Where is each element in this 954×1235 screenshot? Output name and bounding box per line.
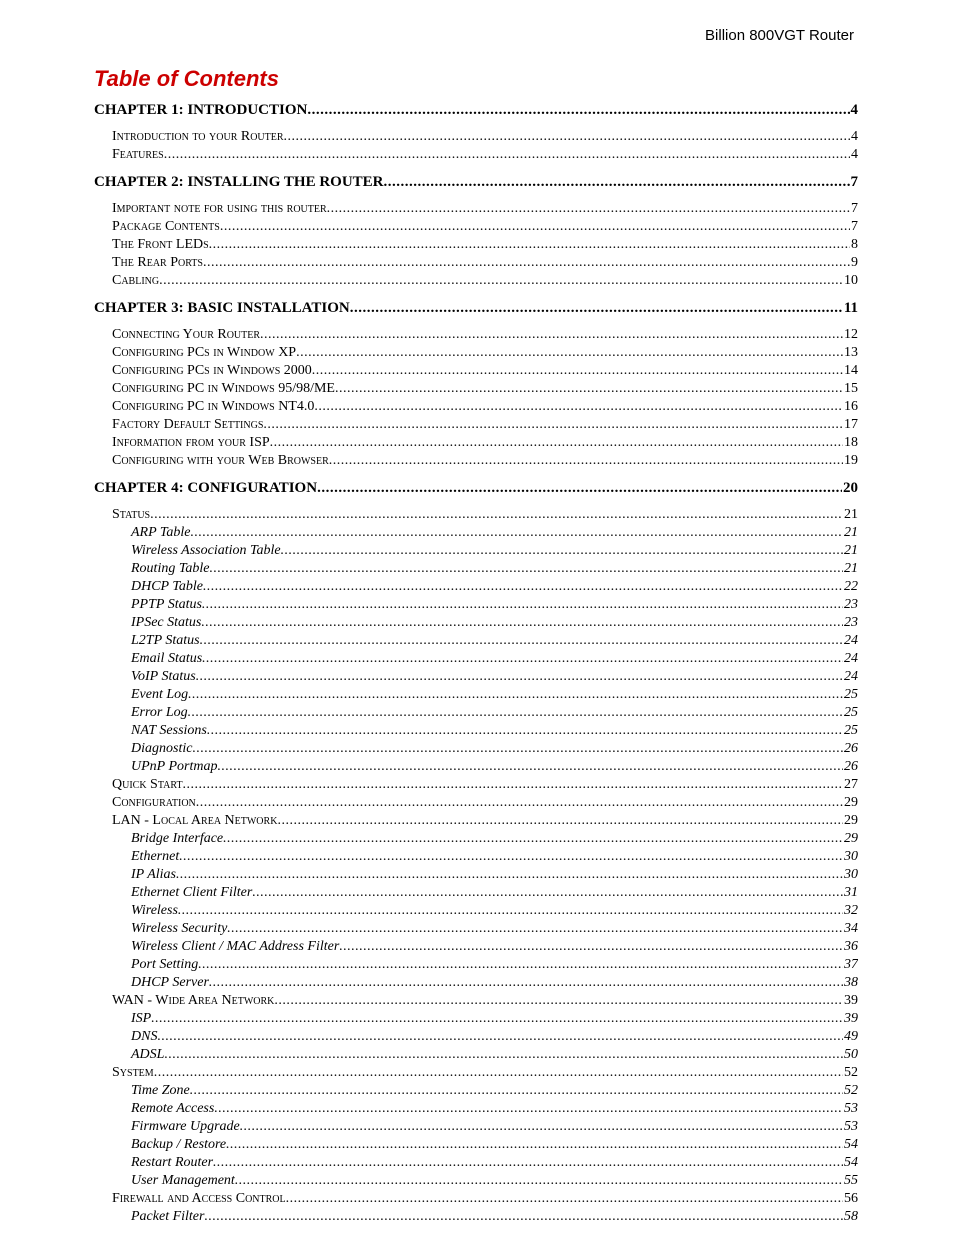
toc-entry-title: System <box>112 1065 154 1080</box>
toc-section-entry[interactable] <box>94 236 858 254</box>
toc-entry-title: CHAPTER 4: CONFIGURATION <box>94 480 318 496</box>
dot-leader <box>209 560 843 578</box>
toc-chapter-entry[interactable] <box>94 479 858 497</box>
toc-page-number: 21 <box>844 525 858 540</box>
dot-leader <box>157 1028 843 1046</box>
dot-leader <box>202 650 843 668</box>
toc-page-number: 25 <box>844 723 858 738</box>
toc-page-number: 9 <box>851 255 858 270</box>
dot-leader <box>274 992 843 1010</box>
toc-page-number: 21 <box>844 507 858 522</box>
dot-leader <box>150 506 843 524</box>
toc-page-number: 21 <box>844 561 858 576</box>
toc-page-number: 50 <box>844 1047 858 1062</box>
toc-page-number: 29 <box>844 795 858 810</box>
toc-page-number: 25 <box>844 705 858 720</box>
toc-entry-title: IPSec Status <box>131 615 202 630</box>
toc-entry-title: Email Status <box>131 651 203 666</box>
dot-leader <box>223 830 843 848</box>
toc-entry-title: IP Alias <box>131 867 176 882</box>
toc-entry-title: Introduction to your Router <box>112 129 284 144</box>
toc-page-number: 16 <box>844 399 858 414</box>
toc-entry-title: Wireless Association Table <box>131 543 281 558</box>
dot-leader <box>307 101 849 119</box>
toc-page-number: 30 <box>844 849 858 864</box>
toc-entry-title: User Management <box>131 1173 235 1188</box>
toc-page-number: 26 <box>844 741 858 756</box>
toc-page-number: 30 <box>844 867 858 882</box>
toc-entry-title: ISP <box>131 1011 152 1026</box>
toc-page-number: 54 <box>844 1155 858 1170</box>
toc-subsection-entry[interactable] <box>94 938 858 956</box>
toc-page-number: 37 <box>844 957 858 972</box>
toc-page-number: 53 <box>844 1119 858 1134</box>
toc-page-number: 29 <box>844 831 858 846</box>
dot-leader <box>286 1190 843 1208</box>
toc-section-entry[interactable] <box>94 146 858 164</box>
dot-leader <box>209 974 843 992</box>
toc-section-entry[interactable] <box>94 362 858 380</box>
toc-subsection-entry[interactable] <box>94 956 858 974</box>
toc-entry-title: Error Log <box>131 705 188 720</box>
dot-leader <box>350 299 843 317</box>
dot-leader <box>339 938 843 956</box>
dot-leader <box>188 704 843 722</box>
toc-entry-title: Configuring PC in Windows NT4.0 <box>112 399 315 414</box>
toc-entry-title: Wireless Security <box>131 921 228 936</box>
toc-entry-title: DNS <box>131 1029 158 1044</box>
dot-leader <box>164 146 850 164</box>
toc-subsection-entry[interactable] <box>94 1082 858 1100</box>
toc-entry-title: DHCP Server <box>131 975 209 990</box>
toc-section-entry[interactable] <box>94 506 858 524</box>
dot-leader <box>159 272 843 290</box>
toc-chapter-entry[interactable] <box>94 173 858 191</box>
toc-subsection-entry[interactable] <box>94 848 858 866</box>
toc-section-entry[interactable] <box>94 398 858 416</box>
toc-subsection-entry[interactable] <box>94 722 858 740</box>
dot-leader <box>200 632 843 650</box>
toc-entry-title: Cabling <box>112 273 160 288</box>
toc-subsection-entry[interactable] <box>94 740 858 758</box>
toc-section-entry[interactable] <box>94 452 858 470</box>
dot-leader <box>227 920 843 938</box>
toc-subsection-entry[interactable] <box>94 632 858 650</box>
dot-leader <box>203 254 850 272</box>
toc-entry-title: Wireless <box>131 903 178 918</box>
toc-entry-title: Backup / Restore <box>131 1137 227 1152</box>
toc-page-number: 29 <box>844 813 858 828</box>
toc-page-number: 14 <box>844 363 858 378</box>
dot-leader <box>240 1118 843 1136</box>
toc-page-number: 4 <box>851 129 858 144</box>
toc-page-number: 20 <box>843 480 858 496</box>
dot-leader <box>179 848 843 866</box>
toc-entry-title: Wireless Client / MAC Address Filter <box>131 939 340 954</box>
toc-section-entry[interactable] <box>94 128 858 146</box>
toc-page-number: 49 <box>844 1029 858 1044</box>
toc-subsection-entry[interactable] <box>94 866 858 884</box>
dot-leader <box>183 776 843 794</box>
toc-entry-title: Remote Access <box>131 1101 215 1116</box>
toc-entry-title: CHAPTER 1: INTRODUCTION <box>94 102 308 118</box>
toc-entry-title: VoIP Status <box>131 669 196 684</box>
dot-leader <box>188 686 843 704</box>
toc-page-number: 18 <box>844 435 858 450</box>
toc-page-number: 22 <box>844 579 858 594</box>
toc-page-number: 4 <box>851 147 858 162</box>
toc-page-number: 52 <box>844 1065 858 1080</box>
toc-section-entry[interactable] <box>94 326 858 344</box>
toc-page-number: 7 <box>851 219 858 234</box>
dot-leader <box>203 578 843 596</box>
toc-page-number: 53 <box>844 1101 858 1116</box>
toc-chapter-entry[interactable] <box>94 101 858 119</box>
toc-subsection-entry[interactable] <box>94 758 858 776</box>
toc-page-number: 31 <box>844 885 858 900</box>
toc-subsection-entry[interactable] <box>94 1208 858 1226</box>
toc-entry-title: Diagnostic <box>131 741 193 756</box>
dot-leader <box>154 1064 843 1082</box>
toc-section-entry[interactable] <box>94 272 858 290</box>
toc-entry-title: Package Contents <box>112 219 220 234</box>
dot-leader <box>176 866 843 884</box>
toc-entry-title: WAN - Wide Area Network <box>112 993 275 1008</box>
dot-leader <box>196 794 843 812</box>
toc-entry-title: LAN - Local Area Network <box>112 813 278 828</box>
toc-page-number: 54 <box>844 1137 858 1152</box>
toc-page-number: 21 <box>844 543 858 558</box>
toc-section-entry[interactable] <box>94 434 858 452</box>
toc-subsection-entry[interactable] <box>94 920 858 938</box>
toc-entry-title: DHCP Table <box>131 579 203 594</box>
toc-page-number: 55 <box>844 1173 858 1188</box>
toc-entry-title: ARP Table <box>131 525 191 540</box>
toc-entry-title: Restart Router <box>131 1155 214 1170</box>
toc-section-entry[interactable] <box>94 254 858 272</box>
dot-leader <box>281 542 843 560</box>
toc-subsection-entry[interactable] <box>94 1046 858 1064</box>
toc-entry-title: Configuring PC in Windows 95/98/ME <box>112 381 335 396</box>
toc-page-number: 23 <box>844 597 858 612</box>
dot-leader <box>217 758 843 776</box>
toc-page-number: 34 <box>844 921 858 936</box>
toc-subsection-entry[interactable] <box>94 1028 858 1046</box>
dot-leader <box>335 380 843 398</box>
toc-entry-title: Configuring with your Web Browser <box>112 453 329 468</box>
toc-subsection-entry[interactable] <box>94 1100 858 1118</box>
toc-entry-title: PPTP Status <box>131 597 202 612</box>
toc-entry-title: Ethernet Client Filter <box>131 885 253 900</box>
toc-page-number: 12 <box>844 327 858 342</box>
toc-subsection-entry[interactable] <box>94 578 858 596</box>
toc-subsection-entry[interactable] <box>94 686 858 704</box>
toc-subsection-entry[interactable] <box>94 614 858 632</box>
toc-subsection-entry[interactable] <box>94 542 858 560</box>
dot-leader <box>190 1082 843 1100</box>
dot-leader <box>314 398 843 416</box>
toc-entry-title: Firewall and Access Control <box>112 1191 286 1206</box>
dot-leader <box>270 434 843 452</box>
toc-entry-title: Firmware Upgrade <box>131 1119 240 1134</box>
dot-leader <box>214 1100 843 1118</box>
dot-leader <box>317 479 842 497</box>
toc-entry-title: Features <box>112 147 164 162</box>
dot-leader <box>207 722 843 740</box>
toc-subsection-entry[interactable] <box>94 830 858 848</box>
toc-page-number: 38 <box>844 975 858 990</box>
toc-section-entry[interactable] <box>94 1190 858 1208</box>
toc-page-number: 15 <box>844 381 858 396</box>
toc-section-entry[interactable] <box>94 200 858 218</box>
toc-subsection-entry[interactable] <box>94 1136 858 1154</box>
dot-leader <box>263 416 843 434</box>
toc-page-number: 11 <box>843 300 858 316</box>
toc-page-number: 52 <box>844 1083 858 1098</box>
dot-leader <box>196 668 843 686</box>
toc-section-entry[interactable] <box>94 218 858 236</box>
dot-leader <box>204 1208 843 1226</box>
dot-leader <box>329 452 843 470</box>
dot-leader <box>284 128 850 146</box>
toc-entry-title: Factory Default Settings <box>112 417 264 432</box>
toc-entry-title: Routing Table <box>131 561 210 576</box>
toc-page-number: 26 <box>844 759 858 774</box>
toc-page-number: 10 <box>844 273 858 288</box>
toc-page-number: 58 <box>844 1209 858 1224</box>
toc-page-number: 24 <box>844 633 858 648</box>
toc-subsection-entry[interactable] <box>94 524 858 542</box>
toc-entry-title: ADSL <box>131 1047 165 1062</box>
toc-subsection-entry[interactable] <box>94 1154 858 1172</box>
dot-leader <box>213 1154 843 1172</box>
toc-page-number: 32 <box>844 903 858 918</box>
dot-leader <box>235 1172 843 1190</box>
dot-leader <box>198 956 843 974</box>
toc-subsection-entry[interactable] <box>94 596 858 614</box>
toc-section-entry[interactable] <box>94 344 858 362</box>
toc-subsection-entry[interactable] <box>94 974 858 992</box>
toc-page-number: 27 <box>844 777 858 792</box>
toc-page-number: 7 <box>850 174 858 190</box>
toc-section-entry[interactable] <box>94 992 858 1010</box>
toc-subsection-entry[interactable] <box>94 1010 858 1028</box>
toc-subsection-entry[interactable] <box>94 650 858 668</box>
toc-entry-title: Time Zone <box>131 1083 190 1098</box>
toc-entry-title: Status <box>112 507 151 522</box>
toc-section-entry[interactable] <box>94 1064 858 1082</box>
dot-leader <box>327 200 850 218</box>
toc-page-number: 24 <box>844 669 858 684</box>
toc-subsection-entry[interactable] <box>94 704 858 722</box>
toc-entry-title: Bridge Interface <box>131 831 224 846</box>
toc-page-number: 13 <box>844 345 858 360</box>
toc-entry-title: L2TP Status <box>131 633 200 648</box>
dot-leader <box>192 740 843 758</box>
toc-entry-title: CHAPTER 3: BASIC INSTALLATION <box>94 300 350 316</box>
toc-page-number: 7 <box>851 201 858 216</box>
toc-entry-title: Port Setting <box>131 957 199 972</box>
toc-page-number: 39 <box>844 1011 858 1026</box>
toc-page-number: 17 <box>844 417 858 432</box>
toc-entry-title: Ethernet <box>131 849 180 864</box>
dot-leader <box>260 326 843 344</box>
toc-entry-title: NAT Sessions <box>131 723 207 738</box>
toc-section-entry[interactable] <box>94 776 858 794</box>
dot-leader <box>202 596 843 614</box>
toc-page-number: 36 <box>844 939 858 954</box>
toc-subsection-entry[interactable] <box>94 884 858 902</box>
toc-subsection-entry[interactable] <box>94 902 858 920</box>
toc-section-entry[interactable] <box>94 380 858 398</box>
dot-leader <box>252 884 843 902</box>
toc-entry-title: Configuring PCs in Window XP <box>112 345 297 360</box>
dot-leader <box>201 614 843 632</box>
toc-entry-title: Event Log <box>131 687 189 702</box>
toc-section-entry[interactable] <box>94 794 858 812</box>
table-of-contents <box>94 101 858 1226</box>
toc-chapter-entry[interactable] <box>94 299 858 317</box>
toc-section-entry[interactable] <box>94 812 858 830</box>
dot-leader <box>277 812 843 830</box>
toc-subsection-entry[interactable] <box>94 668 858 686</box>
toc-page-number: 24 <box>844 651 858 666</box>
toc-entry-title: CHAPTER 2: INSTALLING THE ROUTER <box>94 174 384 190</box>
toc-page-number: 8 <box>851 237 858 252</box>
toc-entry-title: UPnP Portmap <box>131 759 218 774</box>
toc-section-entry[interactable] <box>94 416 858 434</box>
toc-subsection-entry[interactable] <box>94 1118 858 1136</box>
dot-leader <box>384 173 850 191</box>
toc-entry-title: Configuring PCs in Windows 2000 <box>112 363 312 378</box>
dot-leader <box>226 1136 843 1154</box>
dot-leader <box>178 902 843 920</box>
toc-subsection-entry[interactable] <box>94 560 858 578</box>
toc-title: Table of Contents <box>94 66 279 91</box>
toc-entry-title: Connecting Your Router <box>112 327 261 342</box>
toc-page-number: 4 <box>850 102 858 118</box>
dot-leader <box>209 236 850 254</box>
toc-entry-title: Packet Filter <box>131 1209 205 1224</box>
toc-entry-title: Important note for using this router <box>112 201 327 216</box>
dot-leader <box>164 1046 843 1064</box>
toc-page-number: 23 <box>844 615 858 630</box>
toc-entry-title: Quick Start <box>112 777 183 792</box>
dot-leader <box>191 524 843 542</box>
dot-leader <box>220 218 850 236</box>
toc-entry-title: The Rear Ports <box>112 255 203 270</box>
toc-entry-title: Configuration <box>112 795 196 810</box>
dot-leader <box>296 344 843 362</box>
toc-subsection-entry[interactable] <box>94 1172 858 1190</box>
toc-page-number: 39 <box>844 993 858 1008</box>
toc-entry-title: Information from your ISP <box>112 435 270 450</box>
dot-leader <box>312 362 843 380</box>
dot-leader <box>151 1010 843 1028</box>
toc-page-number: 56 <box>844 1191 858 1206</box>
toc-entry-title: The Front LEDs <box>112 237 209 252</box>
toc-page-number: 25 <box>844 687 858 702</box>
toc-page-number: 19 <box>844 453 858 468</box>
running-header: Billion 800VGT Router <box>705 27 854 44</box>
